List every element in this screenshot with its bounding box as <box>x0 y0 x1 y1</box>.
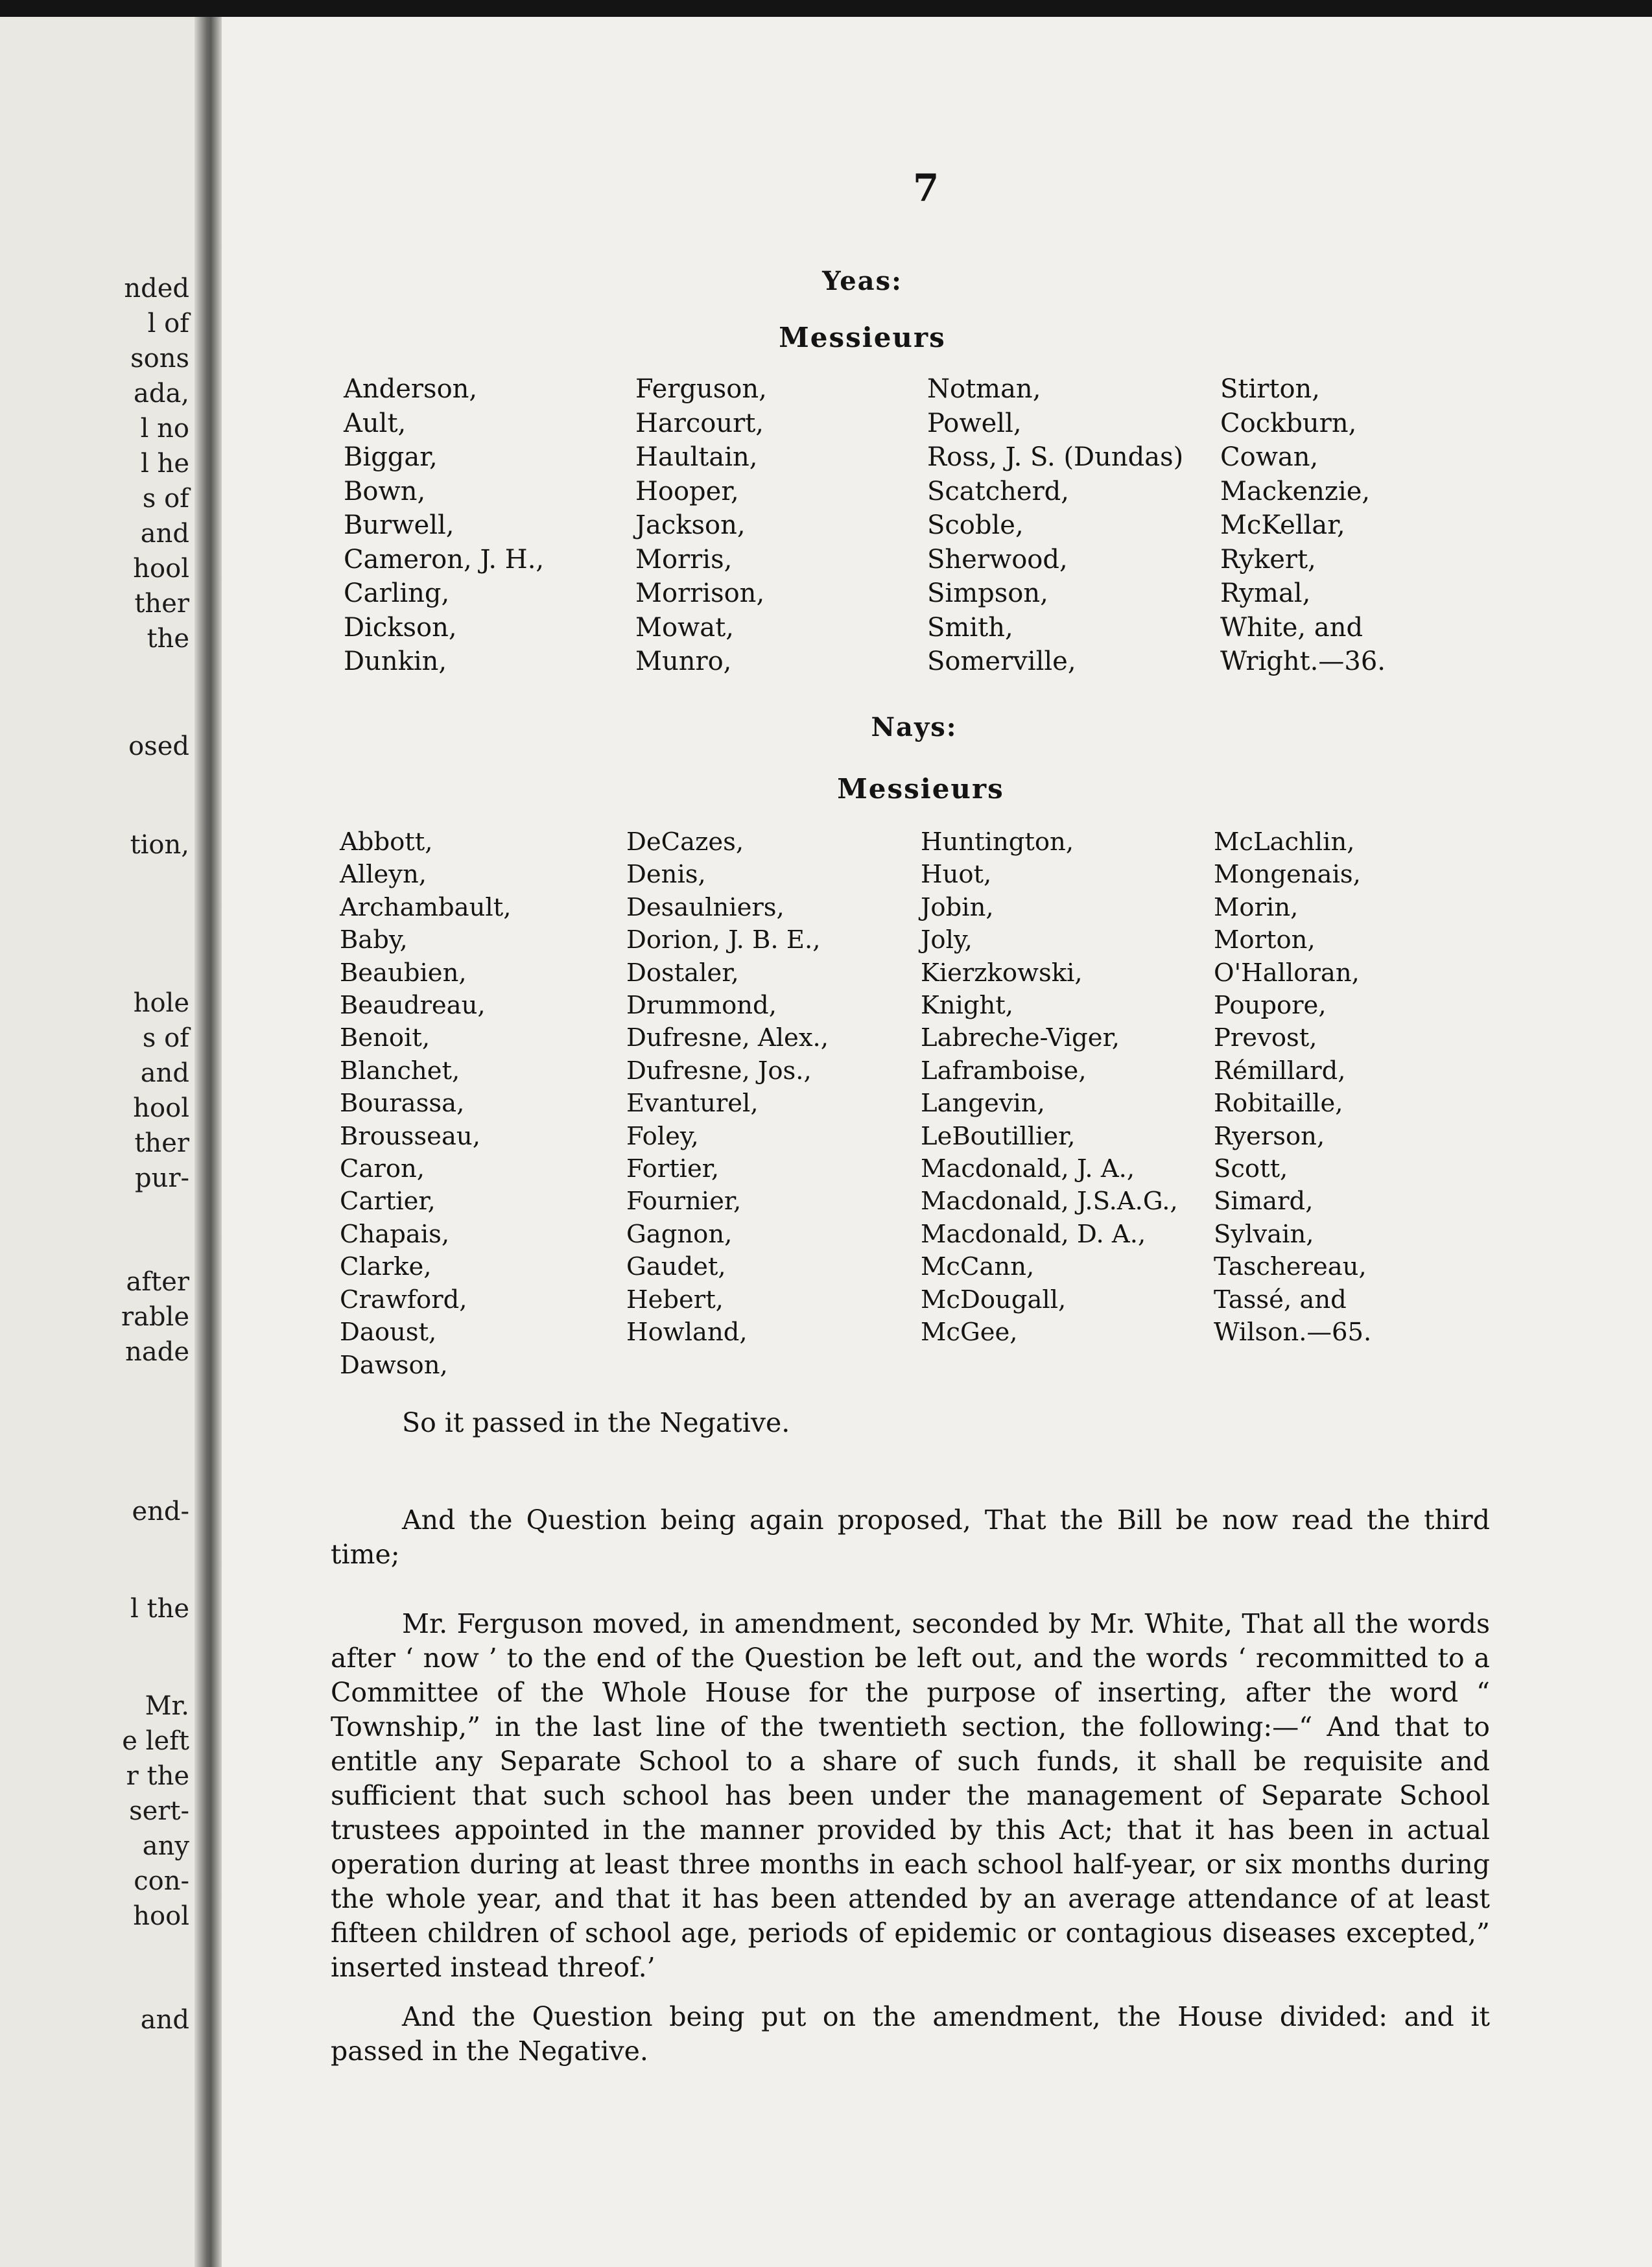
yeas-member-name: Dickson, <box>344 612 457 643</box>
yeas-member-name: Anderson, <box>344 374 478 404</box>
amendment-result-paragraph: And the Question being put on the amendment, the House divided: and it passed in the Negative. <box>331 2001 1490 2067</box>
nays-member-name: McCann, <box>921 1252 1035 1282</box>
yeas-member-name: Smith, <box>927 612 1013 643</box>
nays-member-name: Macdonald, J. A., <box>921 1154 1135 1184</box>
yeas-member-name: Scoble, <box>927 510 1024 540</box>
yeas-member-name: Rykert, <box>1220 544 1316 575</box>
nays-member-name: Cartier, <box>340 1187 436 1217</box>
nays-member-name: Desaulniers, <box>626 892 785 922</box>
nays-member-name: Joly, <box>921 925 973 955</box>
nays-member-name: Baby, <box>340 925 408 955</box>
strip-fragment: sert- <box>129 1796 189 1826</box>
strip-fragment: l the <box>130 1594 189 1624</box>
nays-member-name: Dufresne, Jos., <box>626 1056 812 1086</box>
strip-fragment: s of <box>142 1023 189 1053</box>
yeas-column-3 <box>927 372 1183 679</box>
nays-column-1 <box>340 826 511 1382</box>
nays-member-name: Robitaille, <box>1214 1089 1343 1119</box>
nays-member-name: Caron, <box>340 1154 425 1184</box>
nays-member-name: Gaudet, <box>626 1252 726 1282</box>
nays-member-name: Scott, <box>1214 1154 1288 1184</box>
nays-member-name: Dawson, <box>340 1350 448 1380</box>
strip-fragment: and <box>140 519 189 549</box>
nays-member-name: Prevost, <box>1214 1023 1317 1053</box>
book-gutter <box>195 17 222 2267</box>
scan-top-border <box>0 0 1652 17</box>
yeas-member-name: Burwell, <box>344 510 454 540</box>
nays-member-name: DeCazes, <box>626 827 744 857</box>
nays-member-name: Drummond, <box>626 991 777 1021</box>
strip-fragment: ther <box>134 1128 189 1158</box>
yeas-heading: Yeas: <box>822 266 903 296</box>
yeas-member-name: Ross, J. S. (Dundas) <box>927 442 1184 472</box>
nays-member-name: Huot, <box>921 860 992 890</box>
nays-member-name: Sylvain, <box>1214 1219 1314 1249</box>
nays-member-name: Huntington, <box>921 827 1074 857</box>
nays-member-name: Kierzkowski, <box>921 958 1083 988</box>
yeas-member-name: Morrison, <box>635 578 765 608</box>
vote-result-paragraph: So it passed in the Negative. <box>402 1407 790 1438</box>
amendment-motion-paragraph: Mr. Ferguson moved, in amendment, seconded by Mr. White, That all the words after ‘ now ’ to the end of the Question be left out, and the words ‘ recommitted to a Committee of the Whole House for the purpose of inserting, after the word “ Township,” in the last line of the twentieth section, the following:—“ And that to entitle any Separate School to a share of such funds, it shall be requisite and sufficient that such school has been under the management of Separate School trustees appointed in the manner provided by this Act; that it has been in actual operation during at least three months in each school half-year, or six months during the whole year, and that it has been attended by an average attendance of at least fifteen children of school age, periods of epidemic or contagious diseases excepted,” inserted instead threof.’ <box>331 1608 1490 1983</box>
strip-fragment: Mr. <box>145 1691 189 1721</box>
nays-member-name: Benoit, <box>340 1023 431 1053</box>
nays-member-name: Labreche-Viger, <box>921 1023 1120 1053</box>
nays-member-name: Evanturel, <box>626 1089 759 1119</box>
nays-member-name: Beaudreau, <box>340 991 486 1021</box>
nays-member-name: LeBoutillier, <box>921 1121 1076 1151</box>
yeas-member-name: Jackson, <box>635 510 746 540</box>
yeas-member-name: Somerville, <box>927 647 1076 676</box>
nays-member-name: Dufresne, Alex., <box>626 1023 829 1053</box>
strip-fragment: pur- <box>134 1163 189 1193</box>
yeas-member-name: Morris, <box>635 544 733 575</box>
yeas-member-name: Notman, <box>927 374 1041 404</box>
nays-member-name: Langevin, <box>921 1089 1045 1119</box>
yeas-member-name: Simpson, <box>927 578 1048 608</box>
yeas-member-name: Hooper, <box>635 476 739 506</box>
nays-member-name: Fournier, <box>626 1187 742 1217</box>
strip-fragment: rable <box>121 1302 189 1332</box>
yeas-member-name: McKellar, <box>1220 510 1345 540</box>
nays-member-name: Simard, <box>1214 1187 1314 1217</box>
yeas-member-name: Bown, <box>344 476 426 506</box>
strip-fragment: the <box>147 624 189 654</box>
page-number: 7 <box>913 166 939 210</box>
nays-member-name: Wilson.—65. <box>1214 1318 1372 1347</box>
nays-member-name: Fortier, <box>626 1154 720 1184</box>
strip-fragment: osed <box>128 731 189 761</box>
nays-member-name: Clarke, <box>340 1252 432 1282</box>
yeas-column-1 <box>344 372 544 679</box>
yeas-member-name: Cockburn, <box>1220 408 1357 438</box>
nays-member-name: Rémillard, <box>1214 1056 1346 1086</box>
yeas-member-name: Carling, <box>344 578 450 608</box>
nays-column-4 <box>1214 826 1371 1349</box>
nays-member-name: Laframboise, <box>921 1056 1087 1086</box>
nays-member-name: McLachlin, <box>1214 827 1355 857</box>
strip-fragment: hool <box>133 554 189 584</box>
nays-member-name: Alleyn, <box>340 860 427 890</box>
nays-heading: Nays: <box>871 712 958 742</box>
yeas-member-name: Mowat, <box>635 612 734 643</box>
nays-member-name: Brousseau, <box>340 1121 480 1151</box>
strip-fragment: after <box>126 1267 189 1297</box>
strip-fragment: ada, <box>133 379 189 409</box>
yeas-member-name: Harcourt, <box>635 408 764 438</box>
strip-fragment: ther <box>134 589 189 619</box>
nays-member-name: McDougall, <box>921 1285 1067 1314</box>
nays-member-name: Gagnon, <box>626 1219 733 1249</box>
yeas-member-name: Mackenzie, <box>1220 476 1371 506</box>
yeas-member-name: Cameron, J. H., <box>344 544 545 575</box>
strip-fragment: sons <box>130 344 189 374</box>
nays-column-2 <box>626 826 829 1349</box>
strip-fragment: r the <box>126 1761 189 1791</box>
nays-member-name: Jobin, <box>921 892 994 922</box>
nays-member-name: Hebert, <box>626 1285 724 1314</box>
strip-fragment: con- <box>134 1866 189 1896</box>
nays-member-name: Howland, <box>626 1318 748 1347</box>
nays-member-name: Tassé, and <box>1214 1285 1347 1314</box>
strip-fragment: l he <box>141 449 189 479</box>
nays-column-3 <box>921 826 1178 1349</box>
strip-fragment: tion, <box>130 830 189 860</box>
nays-member-name: Macdonald, J.S.A.G., <box>921 1187 1178 1217</box>
nays-member-name: Daoust, <box>340 1318 437 1347</box>
yeas-member-name: Dunkin, <box>344 647 447 676</box>
yeas-member-name: Rymal, <box>1220 578 1311 608</box>
yeas-member-name: Haultain, <box>635 442 758 472</box>
nays-member-name: Crawford, <box>340 1285 467 1314</box>
nays-member-name: Bourassa, <box>340 1089 465 1119</box>
strip-fragment: hool <box>133 1901 189 1931</box>
strip-fragment: and <box>140 1058 189 1088</box>
strip-fragment: s of <box>142 484 189 514</box>
nays-member-name: Mongenais, <box>1214 860 1361 890</box>
yeas-member-name: Wright.—36. <box>1220 647 1386 676</box>
nays-member-name: Blanchet, <box>340 1056 460 1086</box>
nays-member-name: Morton, <box>1214 925 1316 955</box>
nays-member-name: Beaubien, <box>340 958 467 988</box>
yeas-member-name: Ferguson, <box>635 374 767 404</box>
nays-member-name: Poupore, <box>1214 991 1327 1021</box>
nays-member-name: Dostaler, <box>626 958 739 988</box>
nays-member-name: Taschereau, <box>1214 1252 1367 1282</box>
yeas-subheading: Messieurs <box>779 322 946 353</box>
nays-member-name: Macdonald, D. A., <box>921 1219 1146 1249</box>
yeas-member-name: Biggar, <box>344 442 438 472</box>
strip-fragment: e left <box>122 1726 189 1756</box>
nays-member-name: Morin, <box>1214 892 1299 922</box>
nays-member-name: Archambault, <box>340 892 512 922</box>
nays-member-name: Dorion, J. B. E., <box>626 925 821 955</box>
nays-member-name: Chapais, <box>340 1219 450 1249</box>
strip-fragment: l no <box>140 414 189 444</box>
yeas-member-name: White, and <box>1220 612 1363 643</box>
yeas-column-2 <box>635 372 767 679</box>
nays-member-name: Foley, <box>626 1121 699 1151</box>
nays-member-name: Knight, <box>921 991 1014 1021</box>
strip-fragment: any <box>142 1831 189 1861</box>
yeas-member-name: Cowan, <box>1220 442 1319 472</box>
nays-member-name: McGee, <box>921 1318 1018 1347</box>
strip-fragment: end- <box>132 1497 189 1526</box>
strip-fragment: nade <box>125 1337 189 1367</box>
facing-page-strip <box>0 17 195 2267</box>
strip-fragment: and <box>140 2005 189 2035</box>
yeas-column-4 <box>1220 372 1386 679</box>
question-paragraph: And the Question being again proposed, That the Bill be now read the third time; <box>331 1504 1490 1570</box>
strip-fragment: l of <box>147 309 189 338</box>
strip-fragment: hole <box>133 988 189 1018</box>
nays-member-name: Ryerson, <box>1214 1121 1325 1151</box>
yeas-member-name: Powell, <box>927 408 1022 438</box>
strip-fragment: hool <box>133 1093 189 1123</box>
yeas-member-name: Scatcherd, <box>927 476 1070 506</box>
nays-subheading: Messieurs <box>837 773 1004 805</box>
nays-member-name: O'Halloran, <box>1214 958 1360 988</box>
yeas-member-name: Stirton, <box>1220 374 1321 404</box>
yeas-member-name: Sherwood, <box>927 544 1068 575</box>
nays-member-name: Denis, <box>626 860 706 890</box>
yeas-member-name: Munro, <box>635 647 732 676</box>
yeas-member-name: Ault, <box>344 408 407 438</box>
nays-member-name: Abbott, <box>340 827 433 857</box>
strip-fragment: nded <box>124 274 189 303</box>
